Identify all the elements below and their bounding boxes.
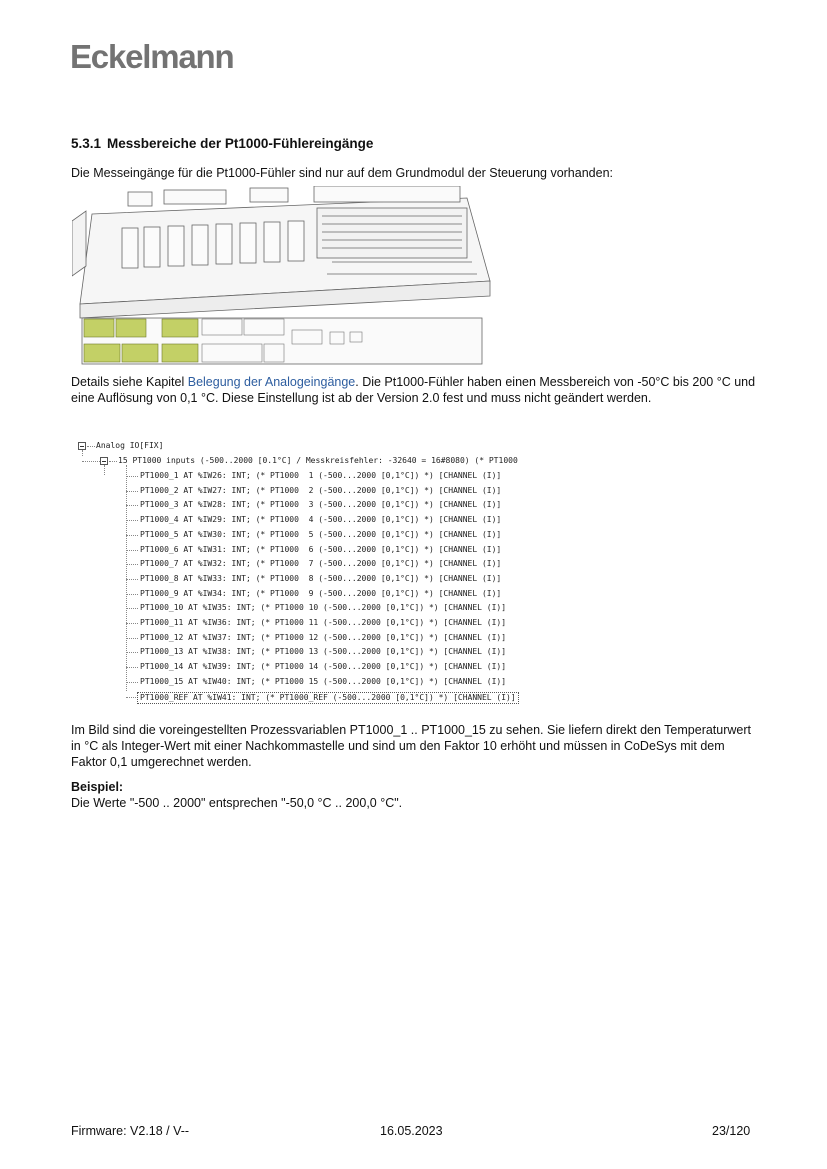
tree-item[interactable]: PT1000_9 AT %IW34: INT; (* PT1000 9 (-500...2000 [0,1°C]) *) [CHANNEL (I)] [140,588,502,598]
tree-item[interactable]: PT1000_7 AT %IW32: INT; (* PT1000 7 (-500...2000 [0,1°C]) *) [CHANNEL (I)] [140,559,502,569]
footer-page-number: 23/120 [712,1124,751,1138]
analog-inputs-link[interactable]: Belegung der Analogeingänge [187,375,356,389]
tree-item[interactable]: PT1000_13 AT %IW38: INT; (* PT1000 13 (-500...2000 [0,1°C]) *) [CHANNEL (I)] [140,647,507,657]
section-heading [71,136,373,151]
example-text: Die Werte "-500 .. 2000" entsprechen "-50,0 °C .. 200,0 °C". [71,796,403,810]
tree-item[interactable]: PT1000_11 AT %IW36: INT; (* PT1000 11 (-500...2000 [0,1°C]) *) [CHANNEL (I)] [140,618,507,627]
tree-group[interactable]: 15 PT1000 inputs (-500..2000 [0.1°C] / Messkreisfehler: -32640 = 16#8080) (* PT1000 [118,456,518,465]
footer-date: 16.05.2023 [380,1124,443,1138]
section-number: 5.3.1 [71,136,102,151]
controller-module-image [72,186,494,368]
eckelmann-logo: Eckelmann [70,38,234,75]
tree-item[interactable]: PT1000_12 AT %IW37: INT; (* PT1000 12 (-500...2000 [0,1°C]) *) [CHANNEL (I)] [140,632,507,642]
footer-firmware: Firmware: V2.18 / V-- [71,1124,190,1138]
tree-item[interactable]: PT1000_6 AT %IW31: INT; (* PT1000 6 (-500...2000 [0,1°C]) *) [CHANNEL (I)] [140,544,502,554]
tree-item[interactable]: PT1000_5 AT %IW30: INT; (* PT1000 5 (-500...2000 [0,1°C]) *) [CHANNEL (I)] [140,529,502,539]
tree-item[interactable]: PT1000_4 AT %IW29: INT; (* PT1000 4 (-500...2000 [0,1°C]) *) [CHANNEL (I)] [140,515,502,525]
tree-item[interactable]: PT1000_10 AT %IW35: INT; (* PT1000 10 (-500...2000 [0,1°C]) *) [CHANNEL (I)] [140,603,507,613]
tree-root[interactable]: Analog IO[FIX] [96,441,164,450]
tree-item[interactable]: PT1000_1 AT %IW26: INT; (* PT1000 1 (-500...2000 [0,1°C]) *) [CHANNEL (I)] [140,471,502,480]
example-label: Beispiel: [71,780,124,794]
explanation-paragraph: Im Bild sind die voreingestellten Prozessvariablen PT1000_1 .. PT1000_15 zu sehen. Sie liefern direkt den Temperaturwert in °C als Integer-Wert mit einer Nachkommastelle und sind um den Faktor 10 erhöht und müssen in CoDeSys mit dem Faktor 0,1 umgerechnet werden. [71,723,752,769]
tree-item[interactable]: PT1000_8 AT %IW33: INT; (* PT1000 8 (-500...2000 [0,1°C]) *) [CHANNEL (I)] [140,573,502,583]
tree-item[interactable]: PT1000_15 AT %IW40: INT; (* PT1000 15 (-500...2000 [0,1°C]) *) [CHANNEL (I)] [140,676,507,686]
tree-item[interactable]: PT1000_14 AT %IW39: INT; (* PT1000 14 (-500...2000 [0,1°C]) *) [CHANNEL (I)] [140,662,507,672]
details-paragraph [71,374,761,406]
io-config-tree [78,440,598,710]
collapse-icon[interactable] [100,457,108,465]
details-text-start: Details siehe Kapitel [71,375,188,389]
tree-item[interactable]: PT1000_REF AT %IW41: INT; (* PT1000_REF (-500...2000 [0,1°C]) *) [CHANNEL (I)] [137,692,519,704]
details-text-end: . Die Pt1000-Fühler haben einen Messbereich von -50°C bis 200 °C und eine Auflösung von 0,1 °C. Diese Einstellung ist ab der Version 2.0 fest und muss nicht geändert werden. [71,375,756,405]
section-title: Messbereiche der Pt1000-Fühlereingänge [107,136,374,151]
tree-item[interactable]: PT1000_3 AT %IW28: INT; (* PT1000 3 (-500...2000 [0,1°C]) *) [CHANNEL (I)] [140,500,502,510]
intro-paragraph: Die Messeingänge für die Pt1000-Fühler sind nur auf dem Grundmodul der Steuerung vorhanden: [71,166,613,180]
collapse-icon[interactable] [78,442,86,450]
tree-item[interactable]: PT1000_2 AT %IW27: INT; (* PT1000 2 (-500...2000 [0,1°C]) *) [CHANNEL (I)] [140,485,502,495]
